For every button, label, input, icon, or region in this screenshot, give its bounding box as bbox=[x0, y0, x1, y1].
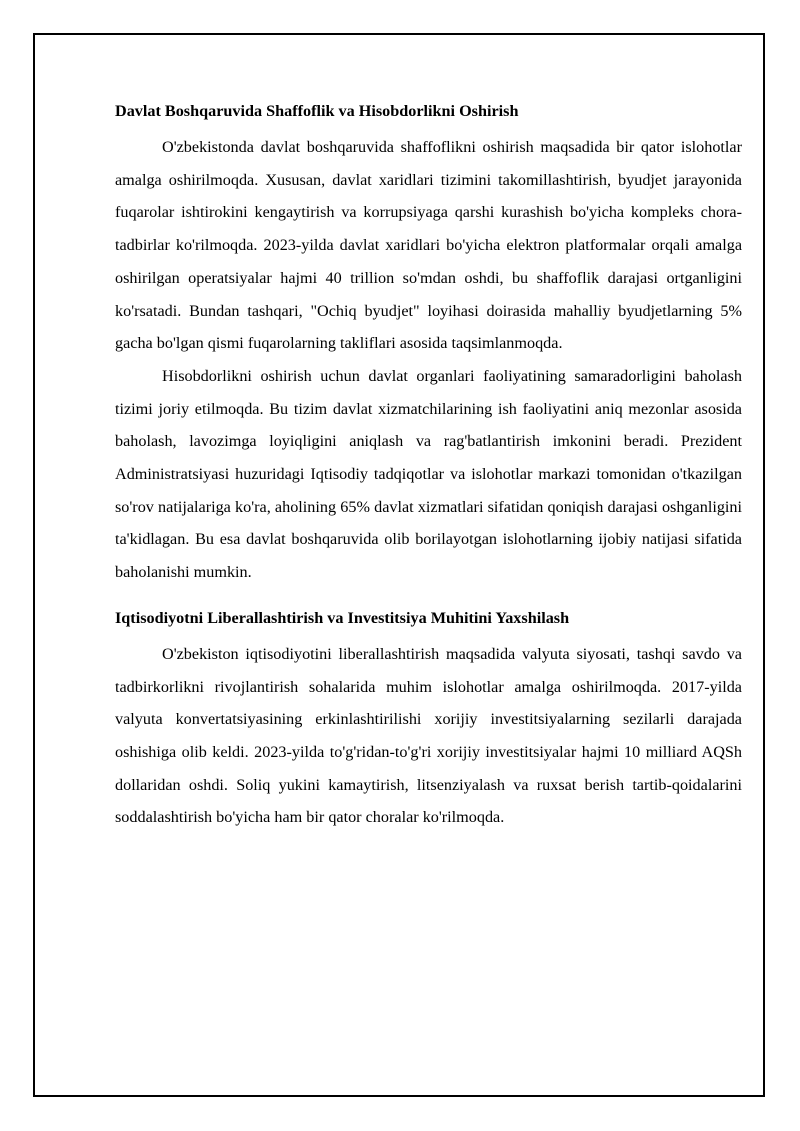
paragraph: O'zbekistonda davlat boshqaruvida shaffoflikni oshirish maqsadida bir qator islohotlar amalga oshirilmoqda. Xususan, davlat xaridlari tizimini takomillashtirish, byudjet jarayonida fuqarolar ishtirokini kengaytirish va korrupsiyaga qarshi kurashish bo'yicha kompleks chora-tadbirlar ko'rilmoqda. 2023-yilda davlat xaridlari bo'yicha elektron platformalar orqali amalga oshirilgan operatsiyalar hajmi 40 trillion so'mdan oshdi, bu shaffoflik darajasi ortganligini ko'rsatadi. Bundan tashqari, "Ochiq byudjet" loyihasi doirasida mahalliy byudjetlarning 5% gacha bo'lgan qismi fuqarolarning takliflari asosida taqsimlanmoqda. bbox=[115, 138, 742, 353]
section-economic-liberalization bbox=[115, 606, 742, 834]
section-governance-transparency bbox=[115, 99, 742, 589]
document-body bbox=[115, 99, 742, 834]
section-heading: Iqtisodiyotni Liberallashtirish va Investitsiya Muhitini Yaxshilash bbox=[115, 608, 570, 627]
paragraph: O'zbekiston iqtisodiyotini liberallashtirish maqsadida valyuta siyosati, tashqi savdo va tadbirkorlikni rivojlantirish sohalarida muhim islohotlar amalga oshirilmoqda. 2017-yilda valyuta konvertatsiyasining erkinlashtirilishi xorijiy investitsiyalarning sezilarli darajada oshishiga olib keldi. 2023-yilda to'g'ridan-to'g'ri xorijiy investitsiyalar hajmi 10 milliard AQSh dollaridan oshdi. Soliq yukini kamaytirish, litsenziyalash va ruxsat berish tartib-qoidalarini soddalashtirish bo'yicha ham bir qator choralar ko'rilmoqda. bbox=[115, 644, 742, 827]
paragraph: Hisobdorlikni oshirish uchun davlat organlari faoliyatining samaradorligini baholash tizimi joriy etilmoqda. Bu tizim davlat xizmatchilarining ish faoliyatini aniq mezonlar asosida baholash, lavozimga loyiqligini aniqlash va rag'batlantirish imkonini beradi. Prezident Administratsiyasi huzuridagi Iqtisodiy tadqiqotlar va islohotlar markazi tomonidan o'tkazilgan so'rov natijalariga ko'ra, aholining 65% davlat xizmatlari sifatidan qoniqish darajasi oshganligini ta'kidlagan. Bu esa davlat boshqaruvida olib borilayotgan islohotlarning ijobiy natijasi sifatida baholanishi mumkin. bbox=[115, 366, 742, 582]
section-heading: Davlat Boshqaruvida Shaffoflik va Hisobdorlikni Oshirish bbox=[115, 102, 519, 120]
